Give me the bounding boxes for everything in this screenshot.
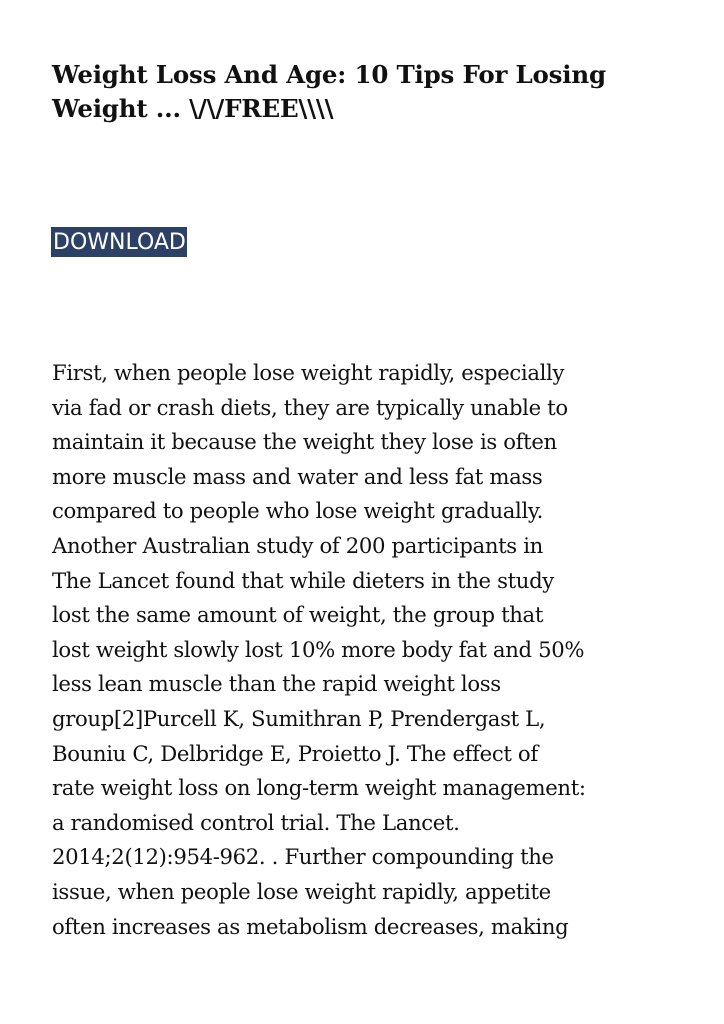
body-line: via fad or crash diets, they are typically unable to — [52, 394, 568, 420]
title-line: Weight Loss And Age: 10 Tips For Losing — [52, 60, 606, 89]
body-line: lost weight slowly lost 10% more body fat and 50% — [52, 636, 585, 662]
body-line: compared to people who lose weight gradually. — [52, 498, 544, 524]
body-line: 2014;2(12):954-962. . Further compounding the — [52, 844, 554, 870]
article-body — [52, 356, 692, 944]
body-line: a randomised control trial. The Lancet. — [52, 809, 460, 835]
body-line: First, when people lose weight rapidly, especially — [52, 360, 565, 385]
body-line: often increases as metabolism decreases, making — [52, 913, 569, 939]
body-line: Bouniu C, Delbridge E, Proietto J. The effect of — [52, 740, 538, 766]
body-line: Another Australian study of 200 participants in — [52, 532, 543, 558]
body-line: more muscle mass and water and less fat mass — [52, 463, 543, 489]
body-line: group[2]Purcell K, Sumithran P, Prendergast L, — [52, 705, 546, 731]
body-line: maintain it because the weight they lose is often — [52, 429, 557, 455]
body-line: issue, when people lose weight rapidly, appetite — [52, 878, 551, 904]
body-line: rate weight loss on long-term weight management: — [52, 775, 586, 801]
page-title — [52, 58, 672, 126]
title-line: Weight ... \/\/FREE\\\\ — [52, 94, 334, 123]
body-line: The Lancet found that while dieters in the study — [52, 567, 554, 593]
download-link[interactable]: DOWNLOAD — [51, 227, 187, 257]
body-line: less lean muscle than the rapid weight loss — [52, 671, 501, 697]
body-line: lost the same amount of weight, the group that — [52, 602, 543, 628]
